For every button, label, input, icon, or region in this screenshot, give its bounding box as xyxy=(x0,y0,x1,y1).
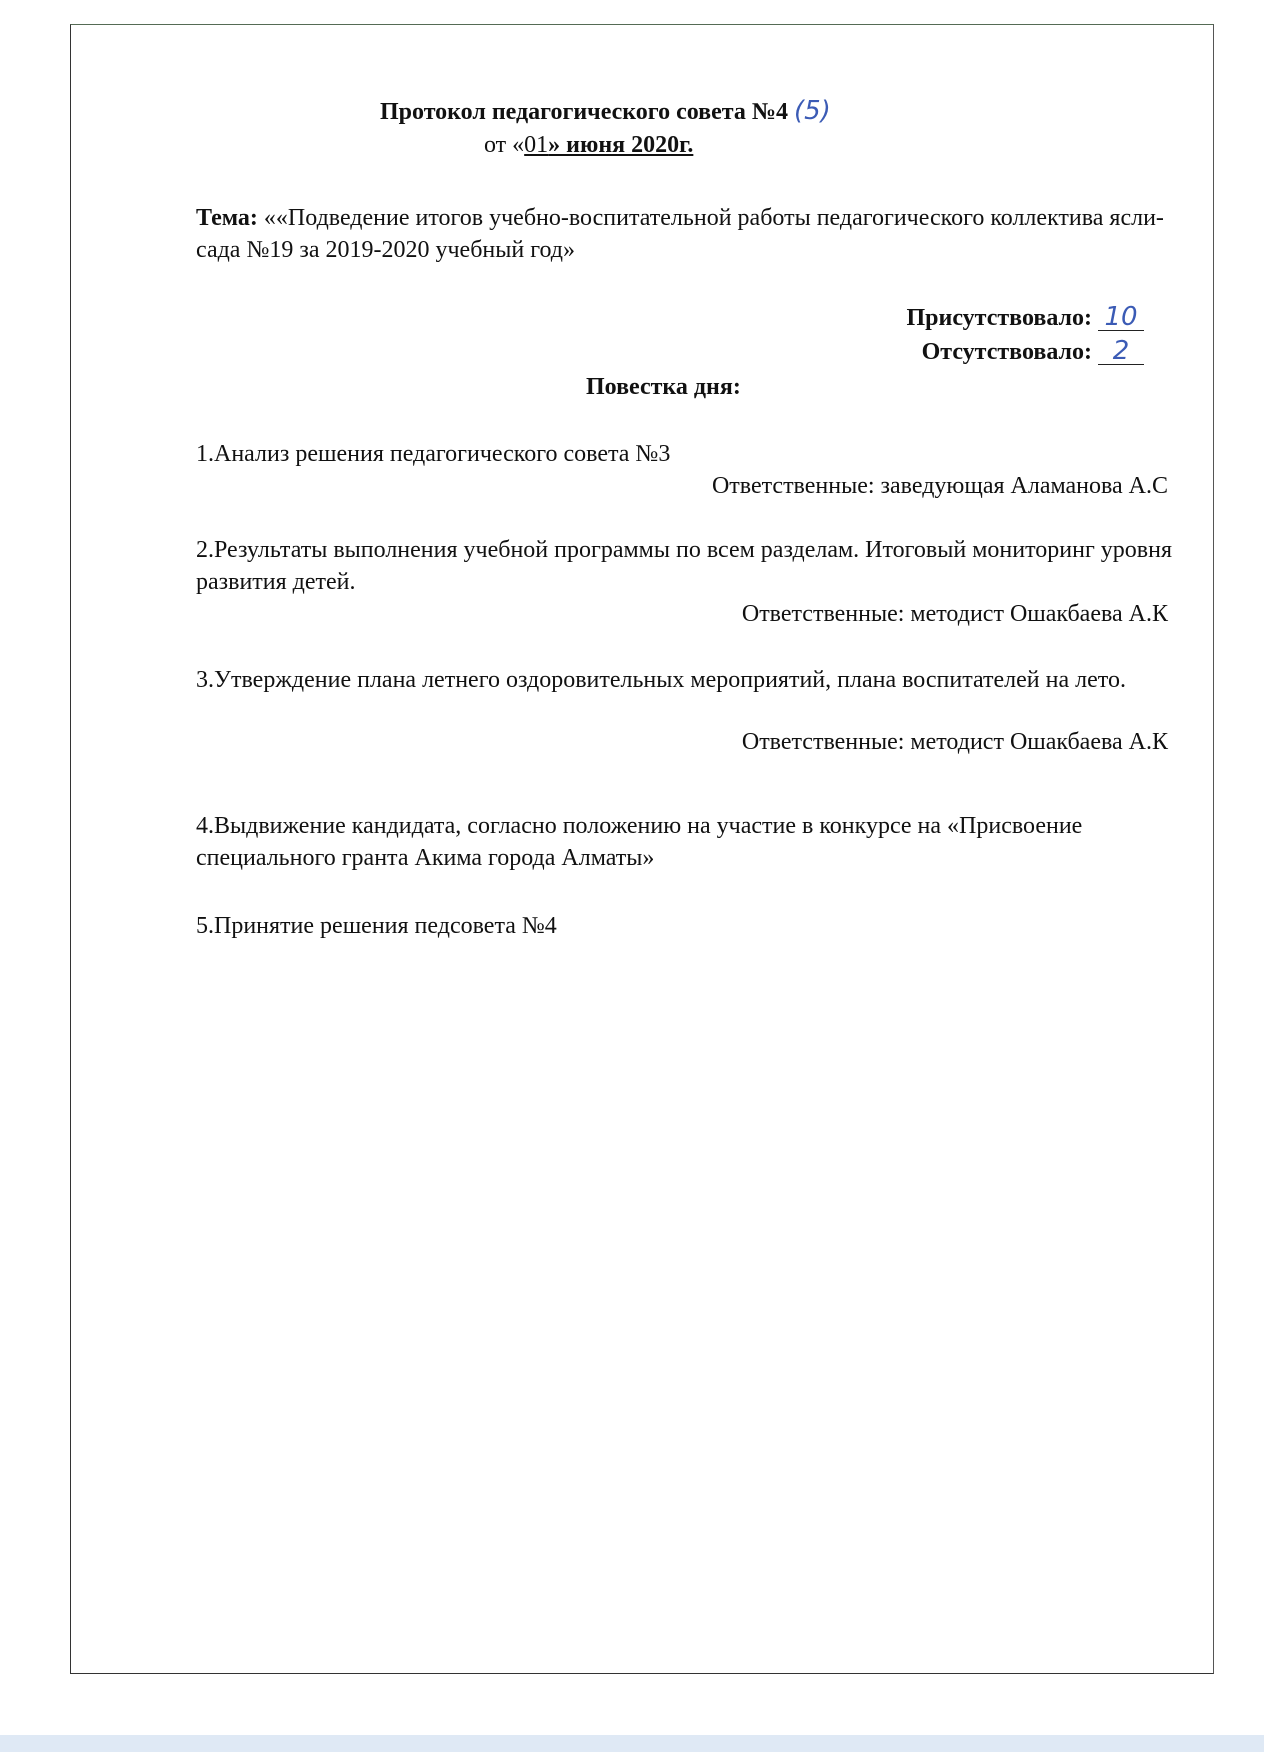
theme-text: ««Подведение итогов учебно-воспитательной работы педагогического коллектива ясли-сада №19 за 2019-2020 учебный год» xyxy=(196,205,1164,263)
date-day: 01 xyxy=(524,132,549,158)
date-rest: » июня 2020г. xyxy=(548,132,694,158)
absent-label: Отсутствовало: xyxy=(921,339,1092,365)
present-value: 10 xyxy=(1098,304,1144,331)
agenda-item-3-responsible: Ответственные: методист Ошакбаева А.К xyxy=(741,729,1168,755)
document-date xyxy=(484,132,693,159)
theme-label: Тема: xyxy=(196,205,258,231)
theme-block xyxy=(196,202,1186,266)
present-row xyxy=(906,304,1144,332)
agenda-item-3: 3.Утверждение плана летнего оздоровительных мероприятий, плана воспитателей на лето. xyxy=(196,667,1126,693)
present-label: Присутствовало: xyxy=(906,305,1092,331)
date-prefix: от « xyxy=(484,132,525,158)
agenda-item-5: 5.Принятие решения педсовета №4 xyxy=(196,913,557,939)
agenda-item-4: 4.Выдвижение кандидата, согласно положению на участие в конкурсе на «Присвоение специального гранта Акима города Алматы» xyxy=(196,813,1083,871)
agenda-item-1: 1.Анализ решения педагогического совета №3 xyxy=(196,441,671,467)
scan-edge xyxy=(0,1735,1264,1752)
absent-row xyxy=(922,338,1144,366)
agenda-item-2-responsible: Ответственные: методист Ошакбаева А.К xyxy=(741,601,1168,627)
agenda-heading: Повестка дня: xyxy=(586,374,741,400)
agenda-item-2: 2.Результаты выполнения учебной программы по всем разделам. Итоговый мониторинг уровня развития детей. xyxy=(196,537,1173,595)
document-title xyxy=(380,96,831,126)
absent-value: 2 xyxy=(1098,338,1144,365)
handwritten-number: (5) xyxy=(793,96,831,126)
agenda-item-1-responsible: Ответственные: заведующая Аламанова А.С xyxy=(711,473,1168,499)
title-text: Протокол педагогического совета №4 xyxy=(380,99,788,125)
